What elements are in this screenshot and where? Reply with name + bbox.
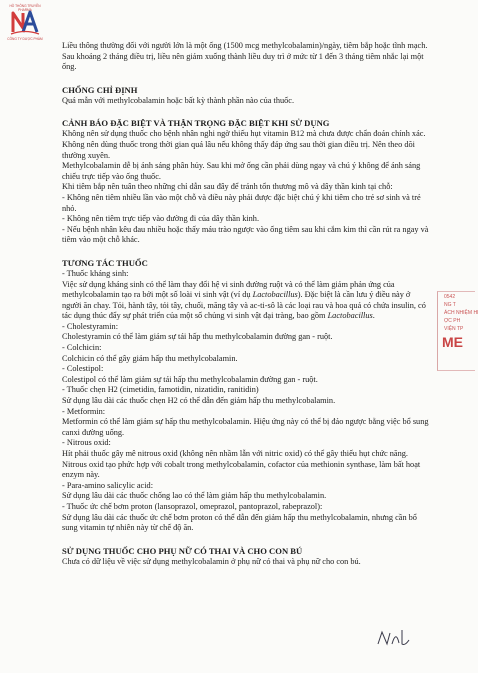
interactions-line: - Thuốc chẹn H2 (cimetidin, famotidin, nizatidin, ranitidin) <box>62 385 259 395</box>
warnings-bullet: - Không nên tiêm trực tiếp vào đường đi của dây thần kinh. <box>62 214 260 224</box>
contraindications-text: Quá mẫn với methylcobalamin hoặc bất kỳ thành phần nào của thuốc. <box>62 95 295 105</box>
species-name: Lactobacillus <box>327 311 373 321</box>
species-name: Lactobacillus <box>252 290 298 300</box>
warnings-line: Không nên dùng thuốc trong thời gian quá lâu nếu không thấy đáp ứng sau thời gian điều trị. Nên theo dõi thường xuyên. <box>62 139 415 160</box>
logo-bottom-text: CÔNG TY DƯỢC PHẨM <box>7 37 43 41</box>
stamp-line: ÁCH NHIỆM HI <box>444 310 478 316</box>
interactions-line: - Metformin: <box>62 406 106 416</box>
document-body <box>62 41 430 567</box>
interactions-line: Sử dụng lâu dài các thuốc ức chế bơm proton có thể dẫn đến giảm hấp thu methylcobalamin, nhưng cần bổ sung vitamin tự nhiên này từ chế độ ăn. <box>62 512 417 533</box>
stamp-big-text: ME <box>442 334 463 350</box>
stamp-line: 0542 <box>444 294 456 300</box>
interactions-line: - Nitrous oxid: <box>62 438 111 448</box>
interactions-line: Metformin có thể làm giảm sự hấp thu methylcobalamin. Hiệu ứng này có thể bị đảo ngược bằng việc bổ sung canxi đường uống. <box>62 417 429 437</box>
warnings-bullet: - Nếu bệnh nhân kêu đau nhiều hoặc thấy máu trào ngược vào ống tiêm sau khi cắm kim thì cần rút ra ngay và tiêm vào một chỗ khác. <box>62 224 429 245</box>
stamp-line: VIỆN TP <box>444 326 464 332</box>
interactions-line: - Thuốc kháng sinh: <box>62 268 129 278</box>
interactions-line: Colestipol có thể làm giảm sự tái hấp thu methylcobalamin đường gan - ruột. <box>62 374 318 384</box>
company-logo <box>6 4 44 44</box>
interactions-line: - Colchicin: <box>62 343 102 353</box>
signature <box>376 626 412 655</box>
interactions-line: Colchicin có thể gây giảm hấp thu methylcobalamin. <box>62 353 238 363</box>
pregnancy-text: Chưa có dữ liệu về việc sử dụng methylcobalamin ở phụ nữ có thai và phụ nữ cho con bú. <box>62 556 361 566</box>
warnings-line: Khi tiêm bắp nên tuân theo những chỉ dẫn sau đây để tránh tổn thương mô và dây thần kinh tại chỗ: <box>62 182 393 192</box>
side-stamp <box>437 291 478 371</box>
interactions-line: - Para-amino salicylic acid: <box>62 480 153 490</box>
warnings-heading: CẢNH BÁO ĐẶC BIỆT VÀ THẬN TRỌNG ĐẶC BIỆT KHI SỬ DỤNG <box>62 118 330 129</box>
warnings-line: Methylcobalamin dễ bị ảnh sáng phân hủy. Sau khi mở ống cần phải dùng ngay và chú ý không để ánh sáng chiếu trực tiếp vào ống thuốc. <box>62 161 421 181</box>
warnings-line: Không nên sử dụng thuốc cho bệnh nhân nghi ngờ thiếu hụt vitamin B12 mà chưa được chẩn đoán chính xác. <box>62 129 426 139</box>
warnings-bullet: - Không nên tiêm nhiều lần vào một chỗ và điều này phải được đặc biệt chú ý khi tiêm cho trẻ sơ sinh và trẻ nhỏ. <box>62 192 421 213</box>
logo-mark-icon <box>10 8 40 36</box>
interactions-line: Sử dụng lâu dài các thuốc chẹn H2 có thể dẫn đến giảm hấp thu methylcobalamin. <box>62 396 336 406</box>
interactions-line: - Cholestyramin: <box>62 321 118 331</box>
pregnancy-heading: SỬ DỤNG THUỐC CHO PHỤ NỮ CÓ THAI VÀ CHO CON BÚ <box>62 545 303 556</box>
signature-icon <box>376 626 412 650</box>
contraindications-heading: CHỐNG CHỈ ĐỊNH <box>62 84 138 95</box>
interactions-line: Sử dụng lâu dài các thuốc chống lao có thể làm giảm hấp thu methylcobalamin. <box>62 491 327 501</box>
logo-top-text: HỒ THÔNG TRUYỀN PHARMA <box>9 4 41 12</box>
interactions-line: - Thuốc ức chế bơm proton (lansoprazol, omeprazol, pantoprazol, rabeprazol): <box>62 501 323 511</box>
interactions-line: Cholestyramin có thể làm giảm sự tái hấp thu methylcobalamin đường gan - ruột. <box>62 332 333 342</box>
interactions-line: Hít phải thuốc gây mê nitrous oxid (không nên nhầm lẫn với nitric oxid) có thể gây thiếu hụt chức năng. Nitrous oxid tạo phức hợp với cobalt trong methylcobalamin, cofactor của methionin synthase, làm bất hoạt enzym này. <box>62 449 421 480</box>
interactions-line: - Colestipol: <box>62 364 104 374</box>
stamp-line: ỢC PH <box>444 318 461 324</box>
interactions-heading: TƯƠNG TÁC THUỐC <box>62 257 148 268</box>
stamp-line: NG T <box>444 302 456 308</box>
dosage-paragraph: Liều thông thường đối với người lớn là một ống (1500 mcg methylcobalamin)/ngày, tiêm bắp hoặc tĩnh mạch. Sau khoảng 2 tháng điều trị, liều nên giảm xuống thành liều duy trì ở mức từ 1 đến 3 tháng tiêm nhắc lại một ống. <box>62 41 428 72</box>
interactions-line: Việc sử dụng kháng sinh có thể làm thay đổi hệ vi sinh đường ruột và có thể làm giảm phản ứng của methylcobalamin tạo ra bởi một số loài vi sinh vật (ví dụ Lactobacillus). Đặc biệt là cần lưu ý điều này ở người ăn chay. Tỏi, hành tây, tỏi tây, chuối, măng tây và ac-ti-sô là các loại rau và hoa quả có chứa insulin, có tác dụng thúc đẩy sự phát triển của một số chủng vi sinh vật đại tràng, bao gồm Lactobacillus. <box>62 279 426 321</box>
